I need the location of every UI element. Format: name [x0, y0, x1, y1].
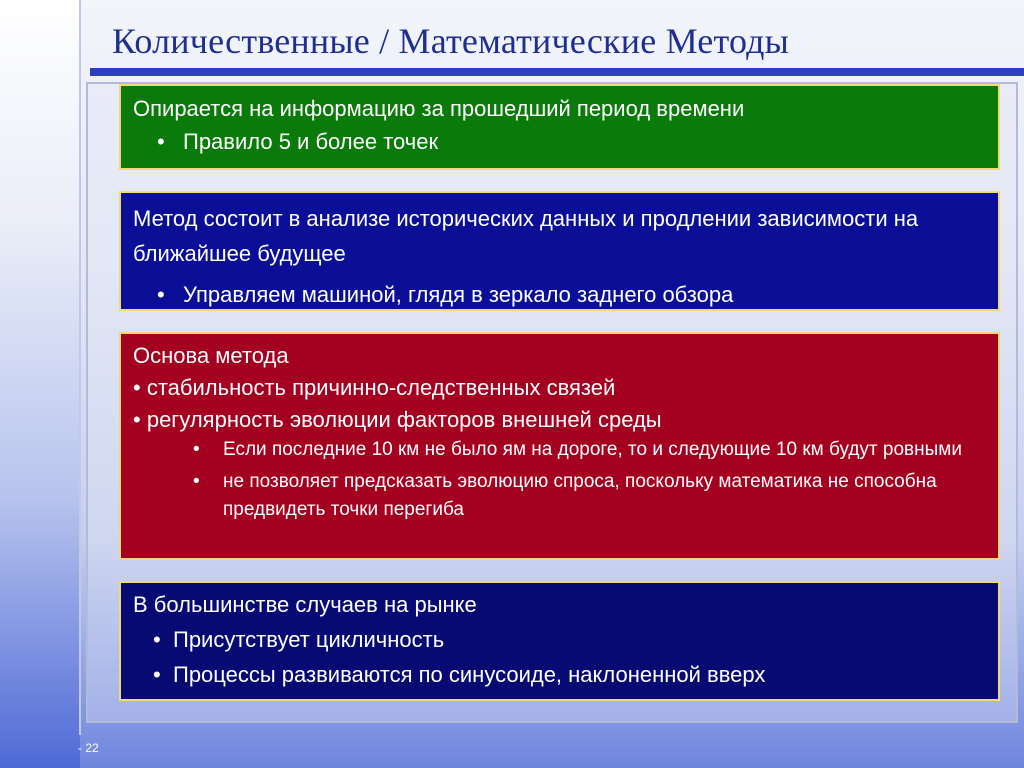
bullet-glyph: •: [193, 439, 200, 460]
bullet-glyph: •: [153, 662, 161, 687]
bullet-text: стабильность причинно-следственных связей: [146, 375, 616, 400]
bullet-glyph: •: [157, 282, 165, 307]
box-heading: Основа метода: [133, 343, 289, 368]
bullet-glyph: •: [133, 375, 141, 400]
box-method-basis: [119, 332, 1000, 560]
bullet-glyph: •: [157, 129, 165, 154]
bullet-glyph: •: [193, 471, 200, 492]
box-heading: В большинстве случаев на рынке: [133, 592, 477, 617]
bullet-item: [133, 404, 986, 436]
sub-bullet-item: [133, 468, 986, 524]
bullet-item: [133, 372, 986, 404]
box-market-cases: [119, 581, 1000, 701]
bullet-item: [133, 125, 986, 158]
bullet-item: [133, 277, 986, 312]
page-number: - 22: [78, 741, 99, 755]
bullet-text: Управляем машиной, глядя в зеркало заднего обзора: [183, 282, 734, 307]
bullet-text: Присутствует цикличность: [173, 627, 445, 652]
bullet-text: Правило 5 и более точек: [183, 129, 439, 154]
sub-bullet-item: [133, 436, 986, 464]
title-underline: [90, 68, 1024, 76]
left-decor-strip: [0, 0, 80, 768]
bullet-glyph: •: [133, 407, 141, 432]
bullet-item: [133, 622, 986, 657]
bullet-text: Процессы развиваются по синусоиде, наклоненной вверх: [173, 662, 766, 687]
bullet-item: [133, 657, 986, 692]
bullet-text: регулярность эволюции факторов внешней среды: [146, 407, 662, 432]
sub-bullet-text: Если последние 10 км не было ям на дороге, то и следующие 10 км будут ровными: [223, 439, 962, 460]
box-past-information: [119, 84, 1000, 170]
sub-bullet-text: не позволяет предсказать эволюцию спроса, поскольку математика не способна предвидеть точки перегиба: [223, 471, 937, 520]
box-heading: Метод состоит в анализе исторических данных и продлении зависимости на ближайшее будущее: [133, 206, 919, 266]
box-heading: Опирается на информацию за прошедший период времени: [133, 96, 745, 121]
bullet-glyph: •: [153, 627, 161, 652]
box-method-description: [119, 191, 1000, 311]
vertical-divider: [79, 0, 81, 735]
slide-title: Количественные / Математические Методы: [112, 21, 790, 61]
